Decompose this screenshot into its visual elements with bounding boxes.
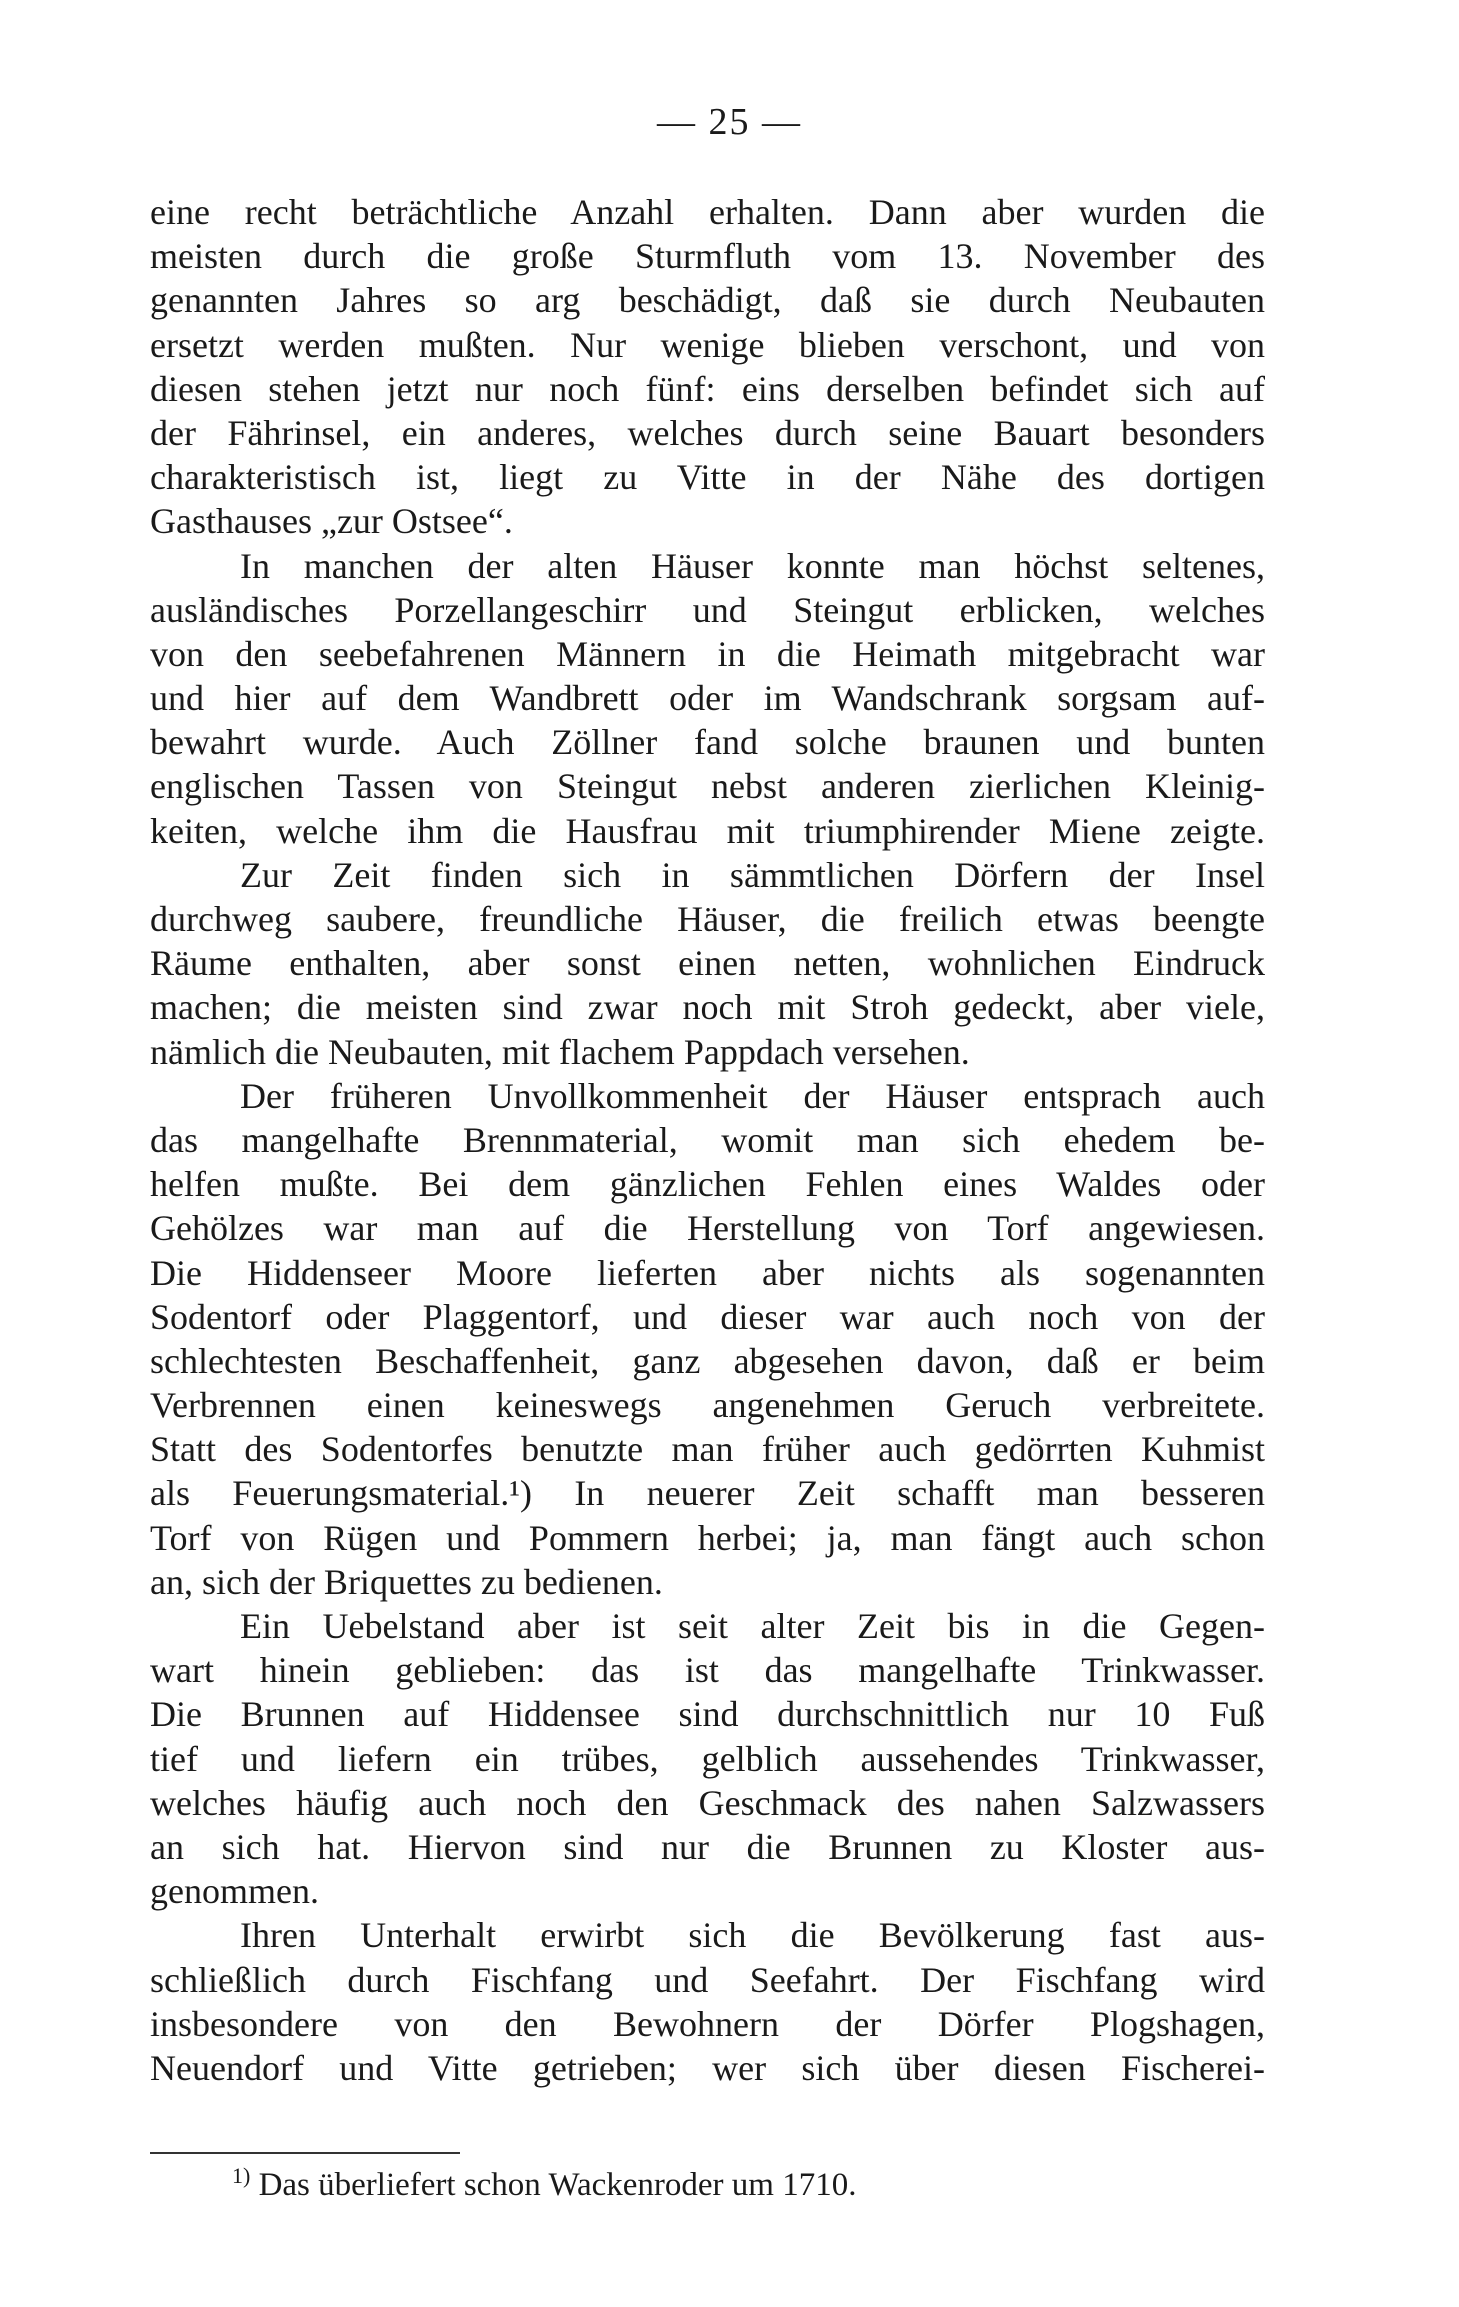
text-line: charakteristisch ist, liegt zu Vitte in der Nähe des dortigen (150, 457, 1265, 498)
text-line: und hier auf dem Wandbrett oder im Wandschrank sorgsam auf- (150, 678, 1265, 719)
text-line: insbesondere von den Bewohnern der Dörfer Plogshagen, (150, 2003, 1265, 2044)
text-line: wart hinein geblieben: das ist das mangelhafte Trinkwasser. (150, 1650, 1265, 1691)
text-line: Sodentorf oder Plaggentorf, und dieser war auch noch von der (150, 1296, 1265, 1337)
text-line: an, sich der Briquettes zu bedienen. (150, 1561, 663, 1602)
text-line: Gehölzes war man auf die Herstellung von Torf angewiesen. (150, 1208, 1265, 1249)
text-line: schließlich durch Fischfang und Seefahrt. Der Fischfang wird (150, 1959, 1265, 2000)
text-line: Räume enthalten, aber sonst einen netten, wohnlichen Eindruck (150, 943, 1265, 984)
text-line: Neuendorf und Vitte getrieben; wer sich über diesen Fischerei- (150, 2047, 1265, 2088)
text-line: das mangelhafte Brennmaterial, womit man sich ehedem be- (150, 1119, 1265, 1160)
text-line: genommen. (150, 1871, 319, 1912)
text-line: Verbrennen einen keineswegs angenehmen Geruch verbreitete. (150, 1385, 1265, 1426)
text-line: In manchen der alten Häuser konnte man höchst seltenes, (240, 545, 1265, 586)
text-line: genannten Jahres so arg beschädigt, daß sie durch Neubauten (150, 280, 1265, 321)
text-line: an sich hat. Hiervon sind nur die Brunnen zu Kloster aus- (150, 1826, 1265, 1867)
text-line: meisten durch die große Sturmfluth vom 13. November des (150, 236, 1265, 277)
footnote-divider (150, 2152, 460, 2154)
text-line: als Feuerungsmaterial.¹) In neuerer Zeit schafft man besseren (150, 1473, 1265, 1514)
text-line: Gasthauses „zur Ostsee“. (150, 501, 513, 542)
text-line: keiten, welche ihm die Hausfrau mit triumphirender Miene zeigte. (150, 810, 1265, 851)
footnote-marker: 1) (232, 2163, 251, 2188)
text-line: von den seebefahrenen Männern in die Heimath mitgebracht war (150, 633, 1265, 674)
text-line: ausländisches Porzellangeschirr und Steingut erblicken, welches (150, 589, 1265, 630)
body-text (150, 190, 1265, 2090)
text-line: Die Brunnen auf Hiddensee sind durchschnittlich nur 10 Fuß (150, 1694, 1265, 1735)
text-line: welches häufig auch noch den Geschmack des nahen Salzwassers (150, 1782, 1265, 1823)
text-line: ersetzt werden mußten. Nur wenige blieben verschont, und von (150, 324, 1265, 365)
text-line: bewahrt wurde. Auch Zöllner fand solche braunen und bunten (150, 722, 1265, 763)
text-line: helfen mußte. Bei dem gänzlichen Fehlen eines Waldes oder (150, 1164, 1265, 1205)
text-line: nämlich die Neubauten, mit flachem Pappdach versehen. (150, 1031, 970, 1072)
text-line: Der früheren Unvollkommenheit der Häuser entsprach auch (240, 1075, 1265, 1116)
text-line: eine recht beträchtliche Anzahl erhalten. Dann aber wurden die (150, 192, 1265, 232)
text-line: Zur Zeit finden sich in sämmtlichen Dörfern der Insel (240, 854, 1265, 895)
text-line: Die Hiddenseer Moore lieferten aber nichts als sogenannten (150, 1252, 1265, 1293)
text-line: Torf von Rügen und Pommern herbei; ja, man fängt auch schon (150, 1517, 1265, 1558)
page-number: — 25 — (657, 101, 802, 143)
text-line: Ihren Unterhalt erwirbt sich die Bevölkerung fast aus- (240, 1915, 1265, 1956)
footnote (232, 2163, 856, 2207)
text-line: Ein Uebelstand aber ist seit alter Zeit bis in die Gegen- (240, 1606, 1265, 1646)
text-line: englischen Tassen von Steingut nebst anderen zierlichen Kleinig- (150, 766, 1265, 807)
text-line: durchweg saubere, freundliche Häuser, die freilich etwas beengte (150, 899, 1265, 939)
text-line: Statt des Sodentorfes benutzte man früher auch gedörrten Kuhmist (150, 1429, 1265, 1470)
text-line: diesen stehen jetzt nur noch fünf: eins derselben befindet sich auf (150, 368, 1265, 409)
text-line: machen; die meisten sind zwar noch mit Stroh gedeckt, aber viele, (150, 987, 1265, 1028)
footnote-text: Das überliefert schon Wackenroder um 1710. (258, 2167, 857, 2203)
text-line: schlechtesten Beschaffenheit, ganz abgesehen davon, daß er beim (150, 1340, 1265, 1381)
text-line: tief und liefern ein trübes, gelblich aussehendes Trinkwasser, (150, 1738, 1265, 1779)
text-line: der Fährinsel, ein anderes, welches durch seine Bauart besonders (150, 412, 1265, 453)
